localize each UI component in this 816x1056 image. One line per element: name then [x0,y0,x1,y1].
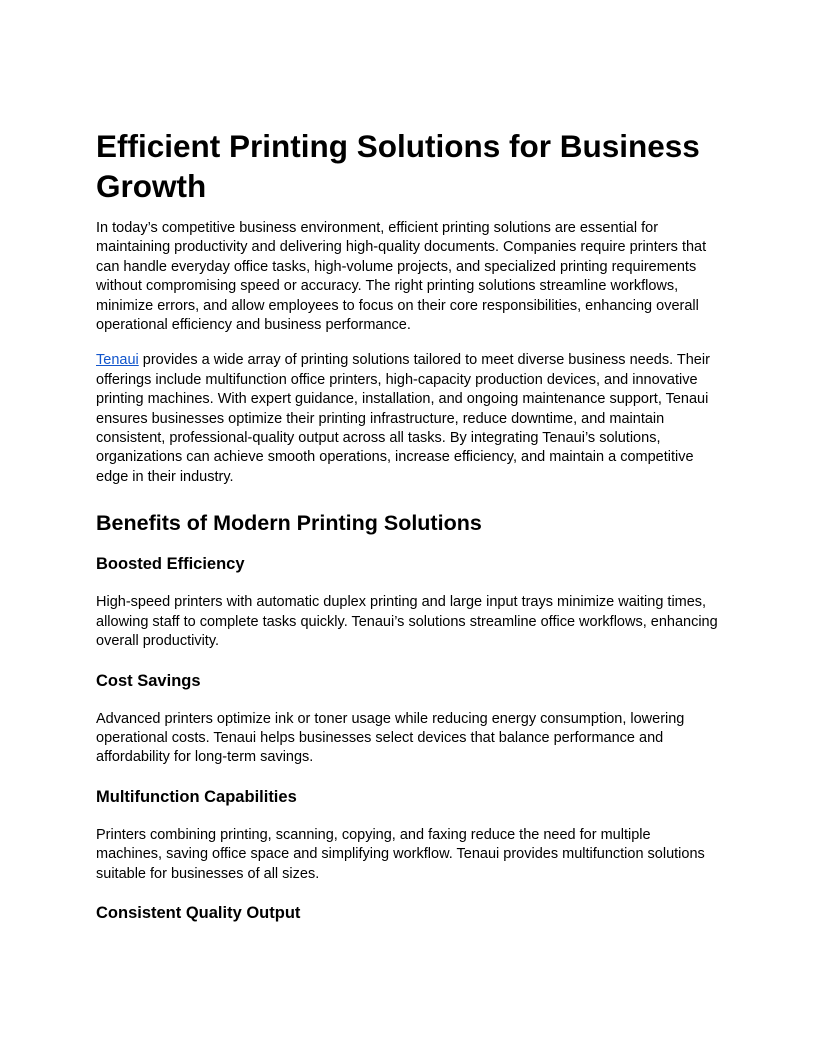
document-page [96,126,720,924]
section-heading-boosted-efficiency: Boosted Efficiency [96,555,245,574]
section-heading-consistent-quality-output: Consistent Quality Output [96,903,301,922]
section-heading-cost-savings: Cost Savings [96,671,201,690]
section-body-multifunction-capabilities: Printers combining printing, scanning, copying, and faxing reduce the need for multiple machines, saving office space and simplifying workflow. Tenaui provides multifunction solutions suitable for businesses of all sizes. [96,826,705,882]
tenaui-link[interactable]: Tenaui [96,352,139,369]
document-title: Efficient Printing Solutions for Business Growth [96,128,700,204]
tenaui-paragraph [96,351,720,487]
section-body-boosted-efficiency: High-speed printers with automatic duplex printing and large input trays minimize waiting times, allowing staff to complete tasks quickly. Tenaui’s solutions streamline office workflows, enhancing overall productivity. [96,594,718,650]
section-heading-multifunction-capabilities: Multifunction Capabilities [96,787,297,806]
benefits-heading: Benefits of Modern Printing Solutions [96,511,482,536]
section-body-cost-savings: Advanced printers optimize ink or toner usage while reducing energy consumption, lowering operational costs. Tenaui helps businesses select devices that balance performance and affordability for long-term savings. [96,710,685,766]
intro-paragraph: In today’s competitive business environment, efficient printing solutions are essential for maintaining productivity and delivering high-quality documents. Companies require printers that can handle everyday office tasks, high-volume projects, and specialized printing requirements without compromising speed or accuracy. The right printing solutions streamline workflows, minimize errors, and allow employees to focus on their core responsibilities, enhancing overall operational efficiency and business performance. [96,220,707,334]
tenaui-paragraph-text: provides a wide array of printing solutions tailored to meet diverse business needs. Their offerings include multifunction office printers, high-capacity production devices, and innovative printing machines. With expert guidance, installation, and ongoing maintenance support, Tenaui ensures businesses optimize their printing infrastructure, reduce downtime, and maintain consistent, professional-quality output across all tasks. By integrating Tenaui’s solutions, organizations can achieve smooth operations, increase efficiency, and maintain a competitive edge in their industry. [96,352,710,485]
